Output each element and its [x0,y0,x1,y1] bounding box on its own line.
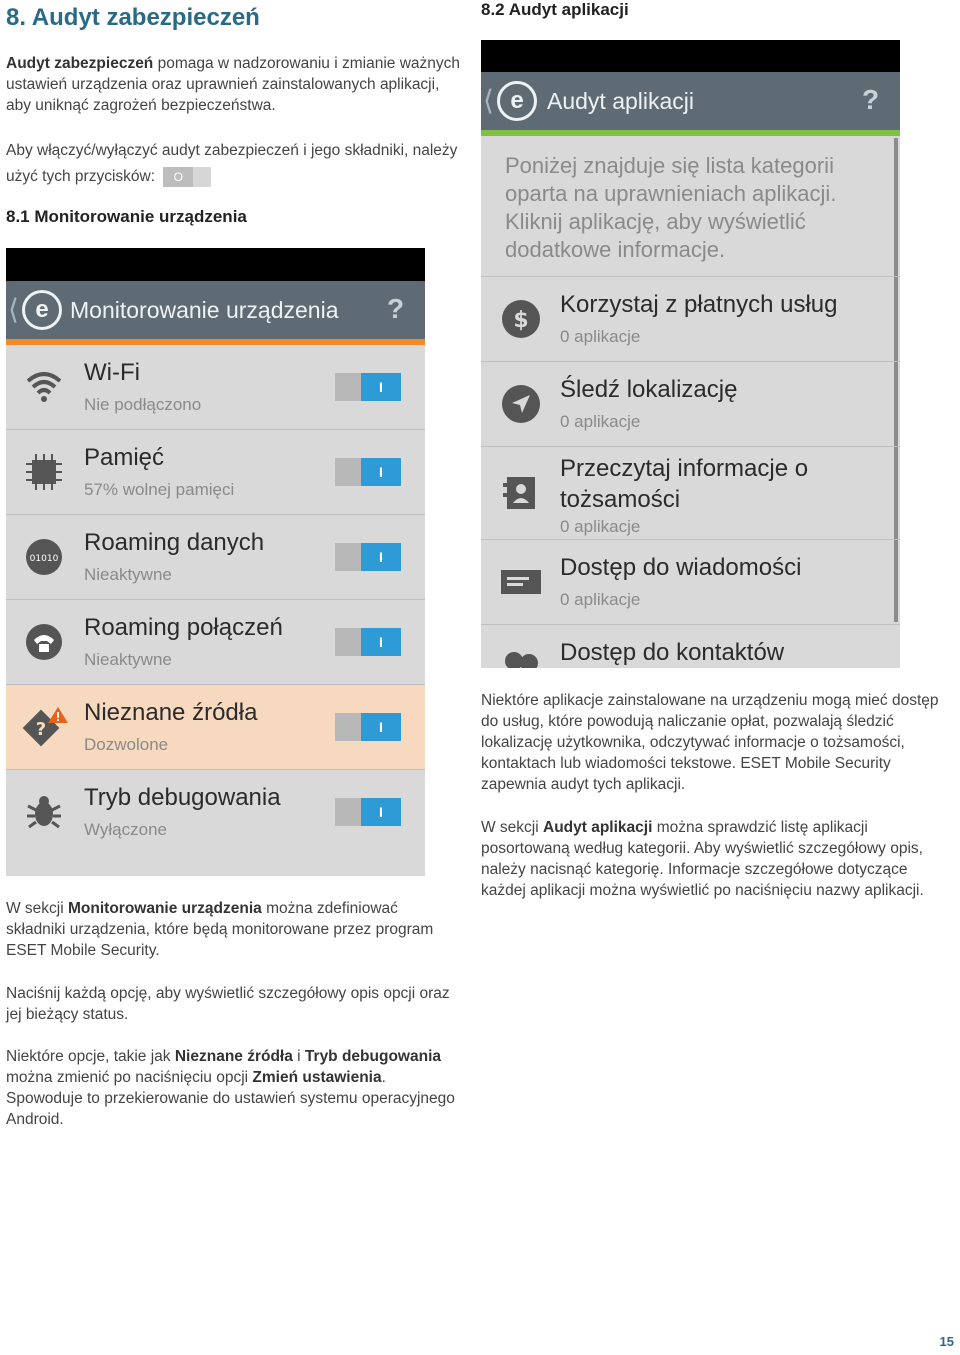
monitoring-row-unknown-sources[interactable] [6,685,425,770]
row-title: Przeczytaj informacje o tożsamości [560,455,809,513]
row-title: Roaming danych [84,529,265,556]
app-title-bar [481,72,900,130]
status-bar [481,40,900,72]
monitoring-row-wifi[interactable] [6,345,425,430]
category-row-identity[interactable] [481,447,900,540]
app-title: Monitorowanie urządzenia [70,297,339,323]
section1-title: 8.1 Monitorowanie urządzenia [6,207,247,226]
eset-logo-icon: e [497,81,537,121]
category-row-messages[interactable] [481,540,900,625]
monitoring-row-memory[interactable] [6,430,425,515]
debug-mode-toggle[interactable] [335,798,401,826]
toggle-knob: I [361,713,401,741]
row-title: Dostęp do kontaktów [560,639,785,666]
category-row-location[interactable] [481,362,900,447]
svg-text:?: ? [35,719,47,740]
text: i [292,1048,305,1065]
section1-paragraph-3 [6,1046,461,1130]
row-status: Wyłączone [84,820,167,839]
page-number: 15 [939,1334,954,1349]
call-roaming-icon [24,622,64,662]
debug-bug-icon [24,792,64,832]
row-count: 0 aplikacje [560,412,641,431]
call-roaming-toggle[interactable] [335,628,401,656]
help-icon[interactable]: ? [862,84,880,115]
identity-card-icon [501,473,541,513]
row-title: Roaming połączeń [84,614,283,641]
dollar-icon [501,299,541,339]
section2-paragraph-2 [481,817,941,901]
sample-toggle-knob: O [163,167,193,187]
message-icon [499,562,543,602]
section1-paragraph-2: Naciśnij każdą opcję, aby wyświetlić szczegółowy opis opcji oraz jej bieżący status. [6,985,450,1023]
location-arrow-icon [501,384,541,424]
section2-title: 8.2 Audyt aplikacji [481,0,629,19]
wifi-icon [24,367,64,407]
row-count: 0 aplikacje [560,327,641,346]
category-row-contacts[interactable] [481,625,900,668]
bold-text: Monitorowanie urządzenia [68,900,262,917]
memory-toggle[interactable] [335,458,401,486]
row-title: Dostęp do wiadomości [560,554,802,581]
text: . Spowoduje to przekierowanie do ustawień systemu operacyjnego Android. [6,1069,455,1128]
back-chevron-icon[interactable]: ⟨ [483,85,494,116]
toggle-knob: I [361,458,401,486]
row-title: Korzystaj z płatnych usług [560,291,838,318]
toggle-knob: I [361,798,401,826]
toggle-knob: I [361,543,401,571]
row-status: Nieaktywne [84,650,172,669]
status-bar [6,248,425,281]
bold-text: Zmień ustawienia [252,1069,382,1086]
data-roaming-icon [24,537,64,577]
bold-text: Audyt aplikacji [543,819,653,836]
section1-paragraph-1 [6,898,461,961]
row-status: 57% wolnej pamięci [84,480,235,499]
category-intro [481,136,900,277]
app-audit-screenshot [481,40,900,668]
text: W sekcji [6,900,68,917]
device-monitoring-screenshot [6,248,425,876]
wifi-toggle[interactable] [335,373,401,401]
app-title-bar [6,281,425,339]
row-status: Nieaktywne [84,565,172,584]
text: Niektóre opcje, takie jak [6,1048,175,1065]
row-title: Nieznane źródła [84,699,258,726]
row-title: Wi-Fi [84,359,140,386]
sample-toggle-icon [163,167,211,187]
back-chevron-icon[interactable]: ⟨ [8,294,19,325]
bold-text: Tryb debugowania [304,1048,441,1065]
row-title: Śledź lokalizację [560,376,738,403]
category-intro-text: Poniżej znajduje się lista kategorii oparta na uprawnieniach aplikacji. Kliknij aplikację, aby wyświetlić dodatkowe informacje. [505,153,837,262]
dollar-glyph: $ [513,308,529,333]
page-heading: 8. Audyt zabezpieczeń [6,4,260,31]
intro-bold: Audyt zabezpieczeń [6,55,154,72]
intro-paragraph [6,53,461,116]
monitoring-row-call-roaming[interactable] [6,600,425,685]
text: można zmienić po naciśnięciu opcji [6,1069,253,1086]
row-count: 0 aplikacje [560,590,641,609]
intro-text: pomaga w nadzorowaniu i zmianie ważnych ustawień urządzenia oraz uprawnień zainstalowanych aplikacji, aby uniknąć zagrożeń bezpieczeństwa. [6,55,460,114]
app-audit-list [481,136,900,668]
toggle-knob: I [361,628,401,656]
text: W sekcji [481,819,543,836]
text: można sprawdzić listę aplikacji posortowaną według kategorii. Aby wyświetlić szczegółowy opis, należy nacisnąć kategorię. Informacje szczegółowe dotyczące każdej aplikacji można wyświetlić po naciśnięciu nazwy aplikacji. [481,819,924,899]
row-count: 0 aplikacje [560,517,641,536]
icon-binary-text: 01010 [29,554,59,564]
unknown-sources-toggle[interactable] [335,713,401,741]
row-title: Pamięć [84,444,165,471]
text: można zdefiniować składniki urządzenia, które będą monitorowane przez program ESET Mobile Security. [6,900,434,959]
app-title: Audyt aplikacji [547,88,695,114]
row-status: Dozwolone [84,735,169,754]
help-icon[interactable]: ? [387,293,405,324]
row-title: Tryb debugowania [84,784,281,811]
unknown-sources-warning-icon [22,705,68,749]
row-status: Nie podłączono [84,395,202,414]
contacts-icon [501,649,541,668]
toggle-knob: I [361,373,401,401]
section2-paragraph-1: Niektóre aplikacje zainstalowane na urządzeniu mogą mieć dostęp do usług, które powodują naliczanie opłat, pozwalają śledzić lokalizację użytkownika, odczytywać informacje o tożsamości, kontaktach lub wiadomości tekstowe. ESET Mobile Security zapewnia audyt tych aplikacji. [481,692,939,793]
eset-logo-icon: e [22,290,62,330]
monitoring-row-debug-mode[interactable] [6,770,425,854]
category-row-paid-services[interactable] [481,277,900,362]
monitoring-list [6,345,425,876]
toggle-note [6,138,461,190]
bold-text: Nieznane źródła [174,1048,293,1065]
monitoring-row-data-roaming[interactable] [6,515,425,600]
memory-chip-icon [24,452,64,492]
toggle-note-text: Aby włączyć/wyłączyć audyt zabezpieczeń i jego składniki, należy użyć tych przycisków: [6,142,458,185]
data-roaming-toggle[interactable] [335,543,401,571]
